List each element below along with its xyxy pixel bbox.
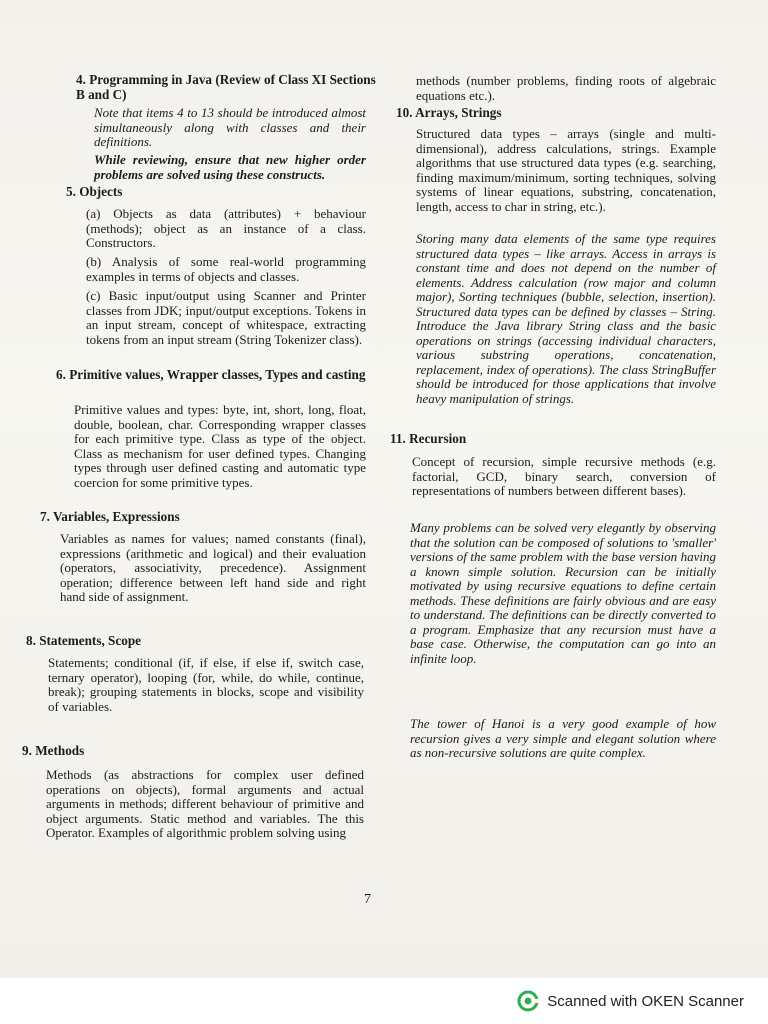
section-title: Arrays, Strings — [415, 105, 502, 120]
section-title: Variables, Expressions — [52, 509, 180, 524]
section-number: 5. — [66, 184, 76, 199]
scanner-watermark — [517, 990, 744, 1012]
section-number: 10. — [396, 105, 413, 120]
section-4-note: Note that items 4 to 13 should be introduced almost simultaneously along with classes and their definitions. — [94, 105, 366, 149]
section-8-heading — [26, 634, 356, 649]
section-number: 4. — [76, 72, 86, 87]
section-5-heading — [66, 185, 366, 200]
section-11-heading — [390, 432, 700, 447]
section-7-heading — [40, 510, 360, 525]
section-title: Statements, Scope — [39, 633, 142, 648]
section-number: 8. — [26, 633, 36, 648]
section-6-heading — [56, 368, 366, 383]
section-5-item-c: (c) Basic input/output using Scanner and Printer classes from JDK; input/output exceptions. Tokens in an input stream, concept of whitespace, extracting tokens from an input stream (String Tokenizer class). — [86, 288, 366, 347]
section-9-continuation: methods (number problems, finding roots of algebraic equations etc.). — [416, 73, 716, 103]
section-9-heading — [22, 744, 352, 759]
scanner-footer — [0, 978, 768, 1024]
section-4-heading — [76, 73, 376, 102]
section-title: Objects — [79, 184, 123, 199]
section-11-body: Concept of recursion, simple recursive methods (e.g. factorial, GCD, binary search, conversion of representations of numbers between different bases). — [412, 454, 716, 498]
section-title: Programming in Java (Review of Class XI Sections B and C) — [76, 72, 376, 102]
section-10-heading — [396, 106, 706, 121]
section-number: 9. — [22, 743, 32, 758]
section-10-notes: Storing many data elements of the same type requires structured data types – like arrays. Access in arrays is constant time and does not depend on the number of elements. Address calculation (row major and column major), Sorting techniques (bubble, selection, insertion). Structured data types can be defined by classes – String. Introduce the Java library String class and the basic operations on strings (accessing individual characters, various substring operations, concatenation, replacement, index of operations). The class StringBuffer should be introduced for those applications that involve heavy manipulation of strings. — [416, 231, 716, 406]
section-11-hanoi-note: The tower of Hanoi is a very good example of how recursion gives a very simple and elegant solution where as non-recursive solutions are quite complex. — [410, 716, 716, 760]
section-title: Recursion — [409, 431, 467, 446]
oken-scanner-logo-icon — [517, 990, 539, 1012]
section-4-note-emphasis: While reviewing, ensure that new higher order problems are solved using these constructs. — [94, 152, 366, 182]
page-number: 7 — [364, 892, 371, 907]
section-5-item-a: (a) Objects as data (attributes) + behaviour (methods); object as an instance of a class. Constructors. — [86, 206, 366, 250]
section-11-notes: Many problems can be solved very elegantly by observing that the solution can be composed of solutions to 'smaller' versions of the same problem with the base version having a known simple solution. Recursion can be initially motivated by using recursive equations to define certain methods. These definitions are fairly obvious and are easy to understand. The definitions can be directly converted to a program. Emphasize that any recursion must have a base case. Otherwise, the computation can go into an infinite loop. — [410, 520, 716, 666]
section-9-body: Methods (as abstractions for complex user defined operations on objects), formal arguments and actual arguments in methods; different behaviour of primitive and object arguments. Static method and variables. The this Operator. Examples of algorithmic problem solving using — [46, 767, 364, 840]
section-10-body: Structured data types – arrays (single and multi-dimensional), address calculations, strings. Example algorithms that use structured data types (e.g. searching, finding maximum/minimum, sorting techniques, solving systems of linear equations, substring, concatenation, length, access to char in string, etc.). — [416, 126, 716, 214]
section-title: Primitive values, Wrapper classes, Types and casting — [69, 367, 366, 382]
scanner-text: Scanned with OKEN Scanner — [547, 992, 744, 1010]
section-7-body: Variables as names for values; named constants (final), expressions (arithmetic and logical) and their evaluation (operators, associativity, precedence). Assignment operation; difference between left hand side and right hand side of assignment. — [60, 531, 366, 604]
section-number: 7. — [40, 509, 50, 524]
section-8-body: Statements; conditional (if, if else, if else if, switch case, ternary operator), looping (for, while, do while, continue, break); grouping statements in blocks, scope and visibility of variables. — [48, 655, 364, 714]
section-6-body: Primitive values and types: byte, int, short, long, float, double, boolean, char. Corresponding wrapper classes for each primitive type. Class as type of the object. Class as mechanism for user defined types. Changing types through user defined casting and automatic type coercion for some primitive types. — [74, 402, 366, 490]
section-number: 6. — [56, 367, 66, 382]
section-5-item-b: (b) Analysis of some real-world programming examples in terms of objects and classes. — [86, 254, 366, 284]
section-number: 11. — [390, 431, 406, 446]
section-title: Methods — [35, 743, 85, 758]
